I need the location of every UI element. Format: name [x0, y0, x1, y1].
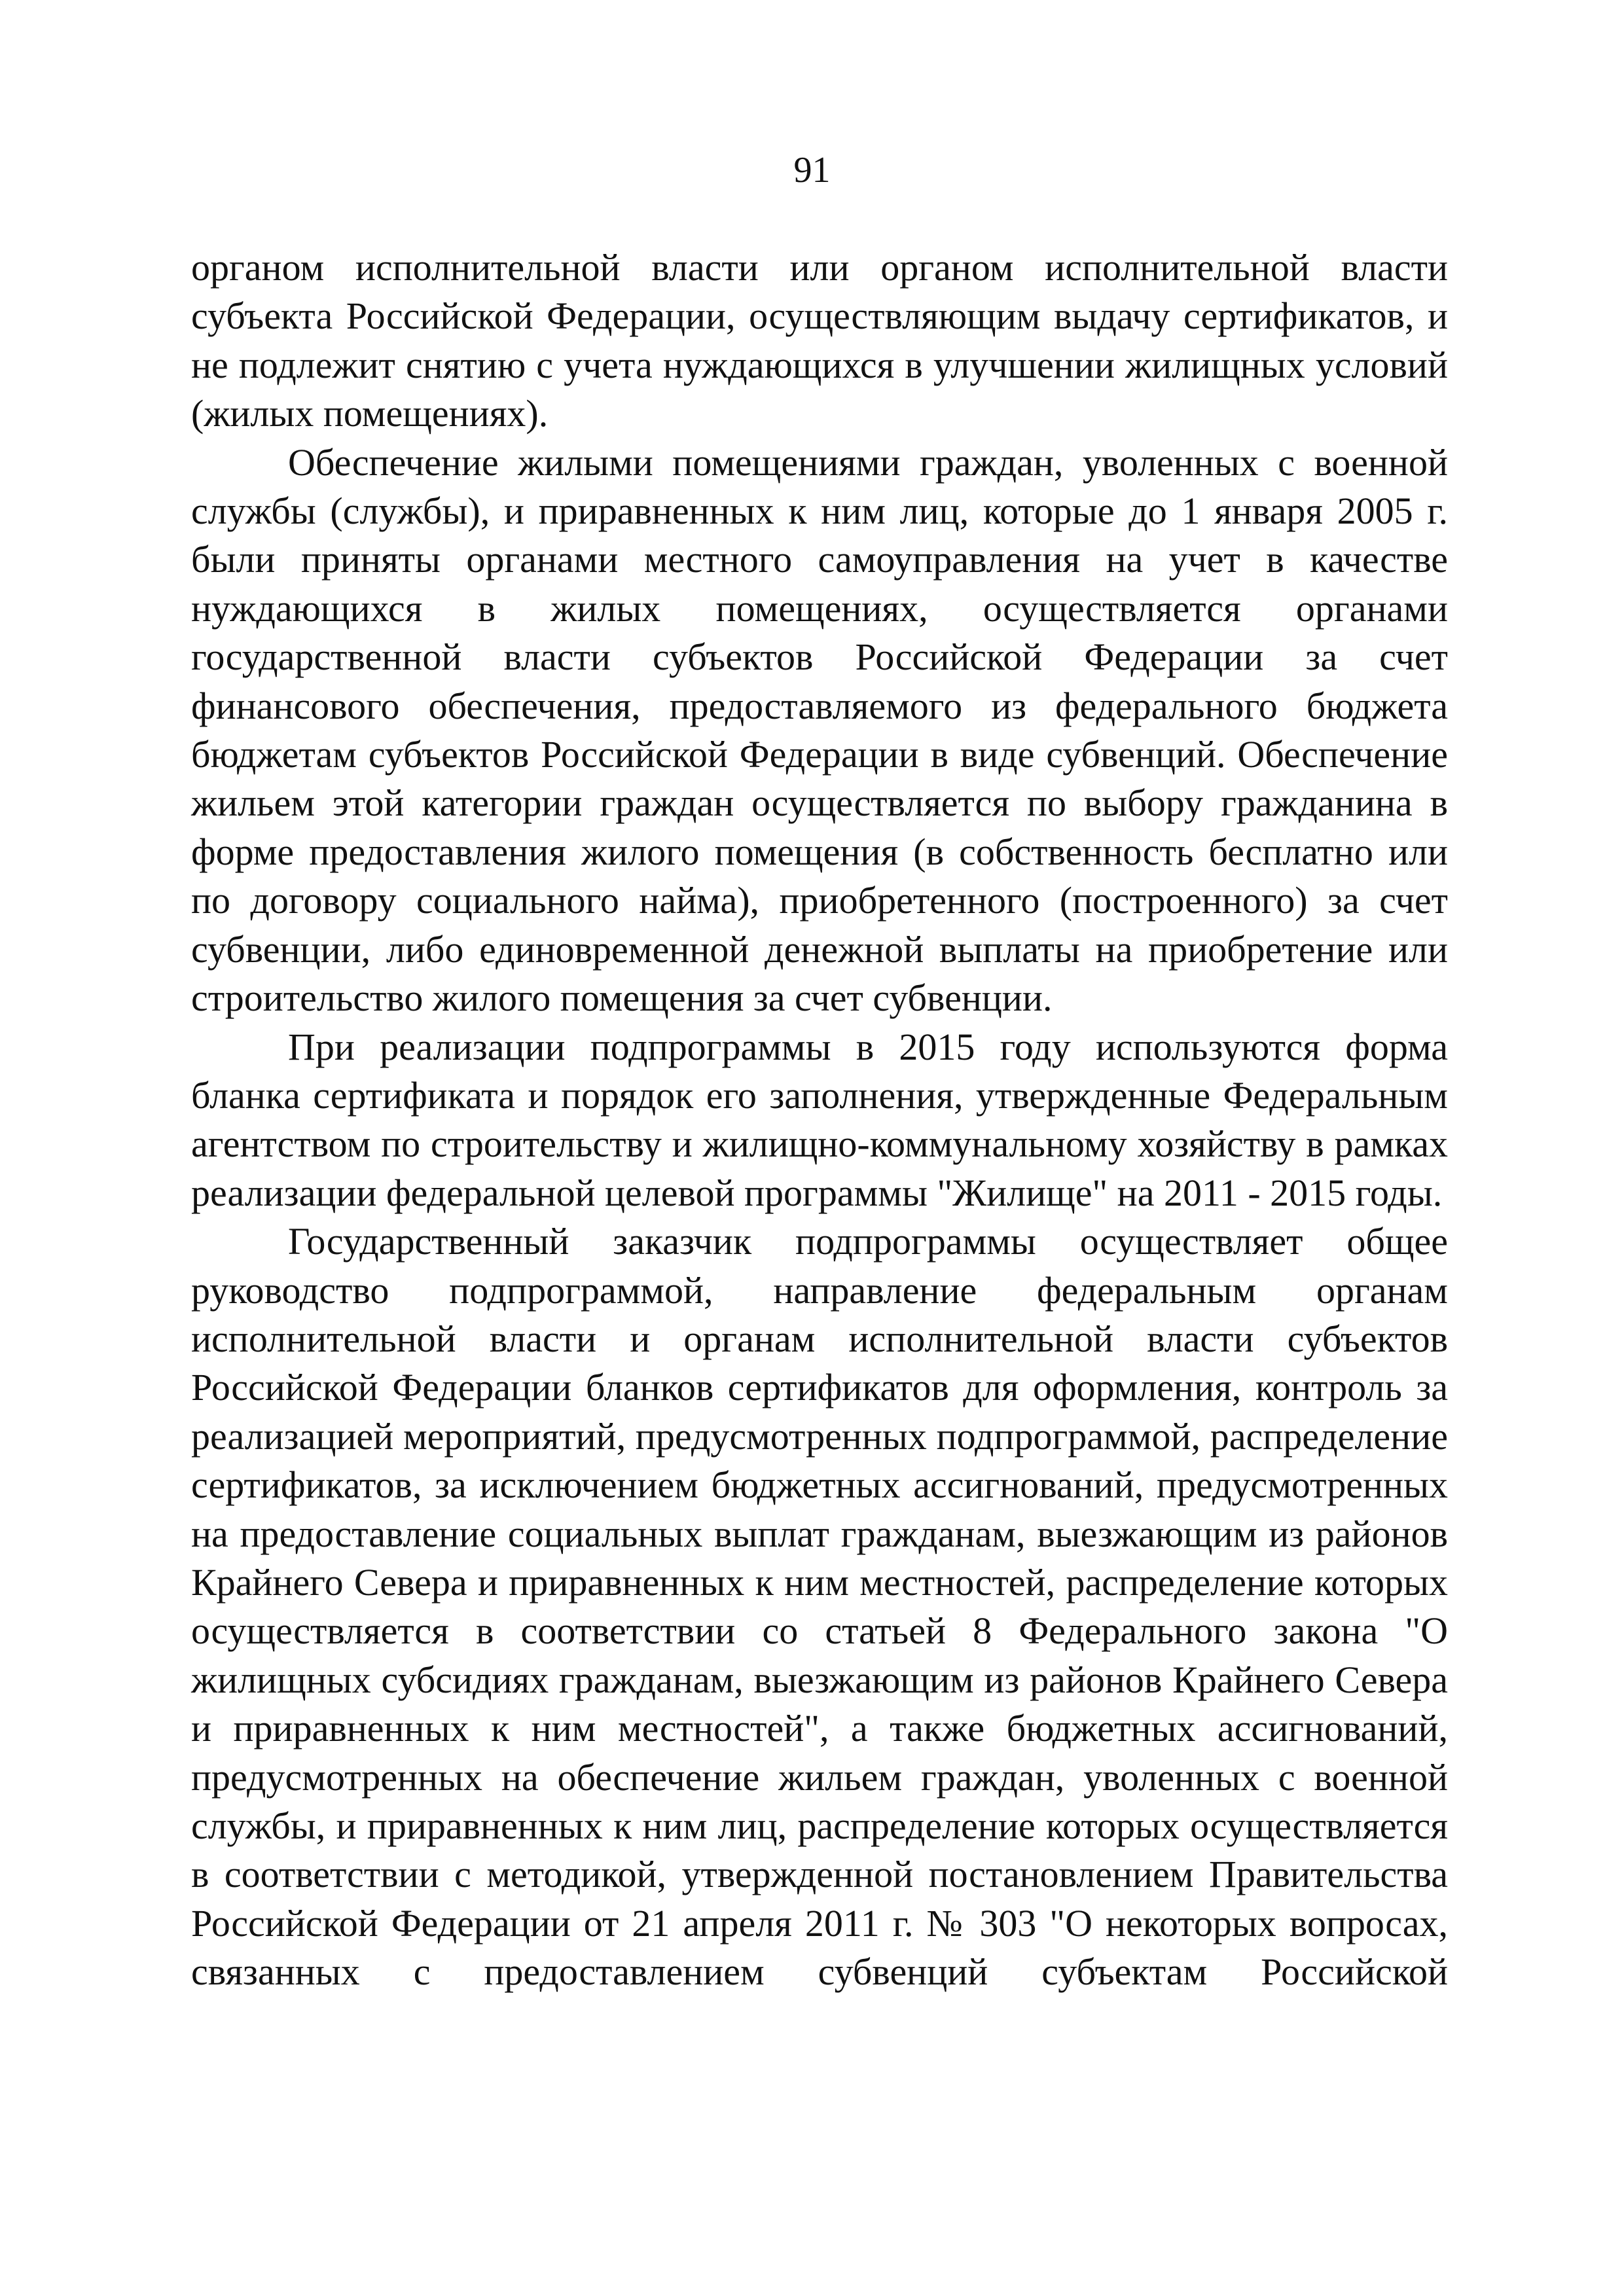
paragraph-1: органом исполнительной власти или органом исполнительной власти субъекта Российской Федерации, осуществляющим выдачу сертификатов, и не подлежит снятию с учета нуждающихся в улучшении жилищных условий (жилых помещениях).	[191, 246, 1448, 435]
paragraph-2: Обеспечение жилыми помещениями граждан, уволенных с военной службы (службы), и приравненных к ним лиц, которые до 1 января 2005 г. были приняты органами местного самоуправления на учет в качестве нуждающихся в жилых помещениях, осуществляется органами государственной власти субъектов Российской Федерации за счет финансового обеспечения, предоставляемого из федерального бюджета бюджетам субъектов Российской Федерации в виде субвенций. Обеспечение жильем этой категории граждан осуществляется по выбору гражданина в форме предоставления жилого помещения (в собственность бесплатно или по договору социального найма), приобретенного (построенного) за счет субвенции, либо единовременной денежной выплаты на приобретение или строительство жилого помещения за счет субвенции.	[191, 440, 1448, 1020]
page-number: 91	[793, 150, 831, 190]
body-text	[191, 243, 1448, 1997]
paragraph-4: Государственный заказчик подпрограммы осуществляет общее руководство подпрограммой, направление федеральным органам исполнительной власти и органам исполнительной власти субъектов Российской Федерации бланков сертификатов для оформления, контроль за реализацией мероприятий, предусмотренных подпрограммой, распределение сертификатов, за исключением бюджетных ассигнований, предусмотренных на предоставление социальных выплат гражданам, выезжающим из районов Крайнего Севера и приравненных к ним местностей, распределение которых осуществляется в соответствии со статьей 8 Федерального закона "О жилищных субсидиях гражданам, выезжающим из районов Крайнего Севера и приравненных к ним местностей", а также бюджетных ассигнований, предусмотренных на обеспечение жильем граждан, уволенных с военной службы, и приравненных к ним лиц, распределение которых осуществляется в соответствии с методикой, утвержденной постановлением Правительства Российской Федерации от 21 апреля 2011 г. № 303 "О некоторых вопросах, связанных с предоставлением субвенций субъектам Российской	[191, 1220, 1448, 1994]
paragraph-3: При реализации подпрограммы в 2015 году используются форма бланка сертификата и порядок его заполнения, утвержденные Федеральным агентством по строительству и жилищно-коммунальному хозяйству в рамках реализации федеральной целевой программы "Жилище" на 2011 - 2015 годы.	[191, 1025, 1448, 1214]
